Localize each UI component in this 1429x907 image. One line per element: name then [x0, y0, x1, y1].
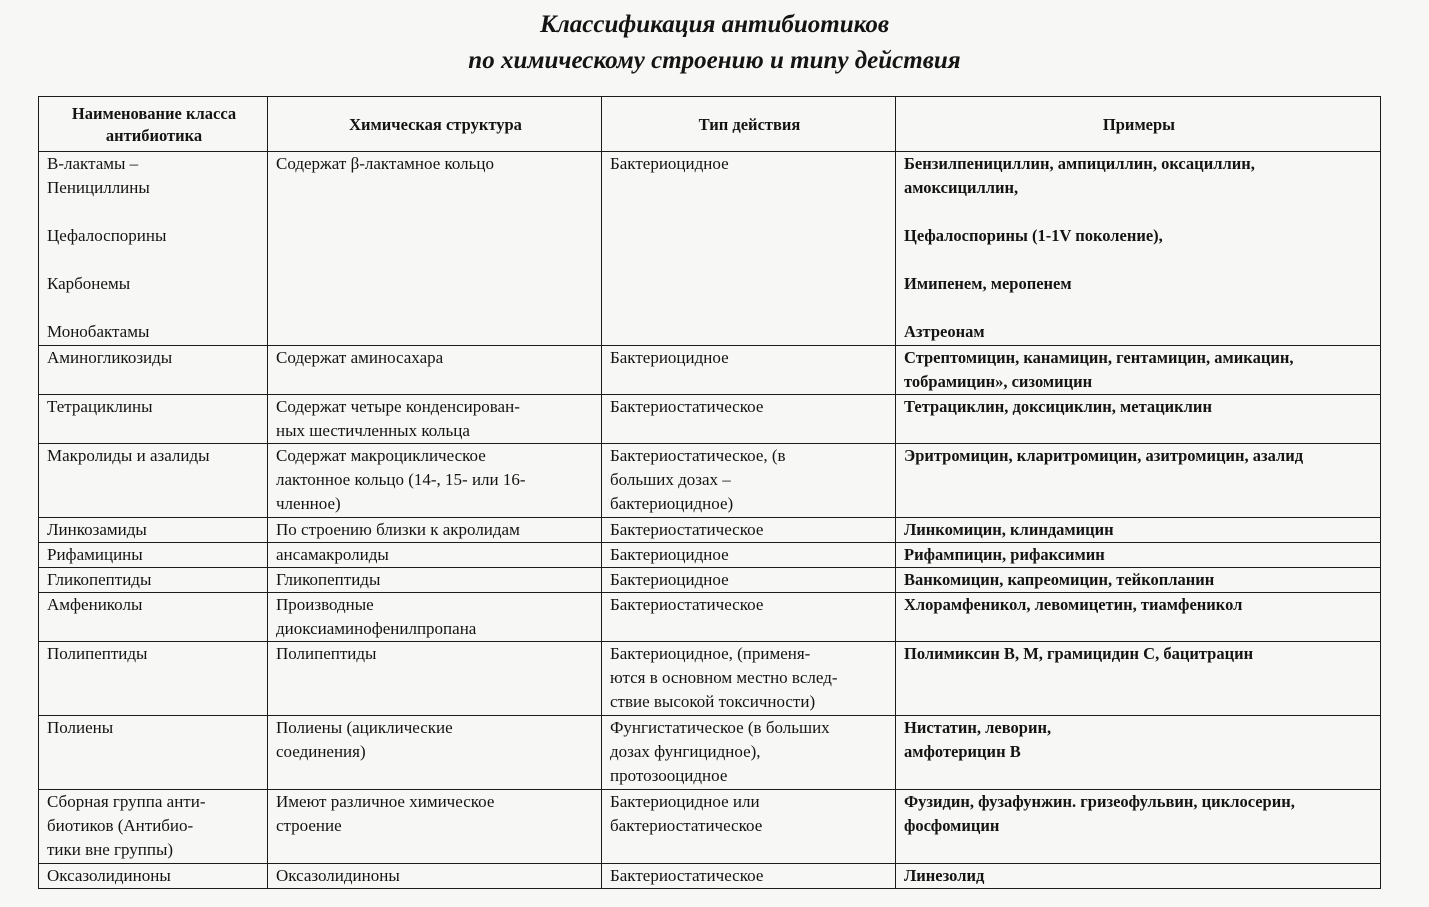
cell-structure: Гликопептиды — [268, 568, 602, 593]
table-row — [39, 864, 1381, 889]
table-row — [39, 568, 1381, 593]
cell-class: Полиены — [39, 716, 268, 790]
cell-structure: Имеют различное химическое строение — [268, 790, 602, 864]
antibiotics-table — [38, 96, 1381, 889]
table-row — [39, 716, 1381, 790]
table-row — [39, 642, 1381, 716]
table-row — [39, 790, 1381, 864]
cell-examples: Хлорамфеникол, левомицетин, тиамфеникол — [896, 593, 1381, 642]
cell-structure: Содержат аминосахара — [268, 346, 602, 395]
cell-action: Бактериостатическое — [602, 395, 896, 444]
header-action-type: Тип действия — [602, 97, 896, 152]
title-line-2: по химическому строению и типу действия — [468, 47, 961, 74]
cell-class: Гликопептиды — [39, 568, 268, 593]
cell-action: Бактериостатическое — [602, 593, 896, 642]
cell-examples: Линкомицин, клиндамицин — [896, 518, 1381, 543]
cell-class: Линкозамиды — [39, 518, 268, 543]
cell-action: Бактериоцидное — [602, 543, 896, 568]
header-class-name: Наименование класса антибиотика — [39, 97, 268, 152]
cell-action: Бактериостатическое — [602, 518, 896, 543]
table-row — [39, 593, 1381, 642]
cell-structure: Полиены (ациклические соединения) — [268, 716, 602, 790]
cell-structure: ансамакролиды — [268, 543, 602, 568]
cell-class: Аминогликозиды — [39, 346, 268, 395]
cell-class: В-лактамы – Пенициллины Цефалоспорины Карбонемы Монобактамы — [39, 152, 268, 346]
cell-examples: Полимиксин В, М, грамицидин С, бацитрацин — [896, 642, 1381, 716]
cell-examples: Рифампицин, рифаксимин — [896, 543, 1381, 568]
cell-examples: Стрептомицин, канамицин, гентамицин, амикацин, тобрамицин», сизомицин — [896, 346, 1381, 395]
cell-action: Бактериоцидное — [602, 346, 896, 395]
cell-action: Фунгистатическое (в больших дозах фунгицидное), протозооцидное — [602, 716, 896, 790]
table-row — [39, 395, 1381, 444]
cell-examples: Эритромицин, кларитромицин, азитромицин, азалид — [896, 444, 1381, 518]
cell-action: Бактериостатическое — [602, 864, 896, 889]
cell-action: Бактериоцидное — [602, 152, 896, 346]
cell-action: Бактериостатическое, (в больших дозах – бактериоцидное) — [602, 444, 896, 518]
table-row — [39, 152, 1381, 346]
cell-class: Сборная группа анти- биотиков (Антибио- тики вне группы) — [39, 790, 268, 864]
header-row — [39, 97, 1381, 152]
cell-class: Амфениколы — [39, 593, 268, 642]
table-row — [39, 346, 1381, 395]
cell-structure: Содержат β-лактамное кольцо — [268, 152, 602, 346]
cell-class: Оксазолидиноны — [39, 864, 268, 889]
cell-examples: Фузидин, фузафунжин. гризеофульвин, циклосерин, фосфомицин — [896, 790, 1381, 864]
cell-structure: Полипептиды — [268, 642, 602, 716]
cell-class: Тетрациклины — [39, 395, 268, 444]
cell-action: Бактериоцидное — [602, 568, 896, 593]
cell-action: Бактериоцидное, (применя- ются в основном местно вслед- ствие высокой токсичности) — [602, 642, 896, 716]
table-row — [39, 444, 1381, 518]
header-examples: Примеры — [896, 97, 1381, 152]
header-chemical-structure: Химическая структура — [268, 97, 602, 152]
cell-examples: Бензилпенициллин, ампициллин, оксациллин, амоксициллин, Цефалоспорины (1-1V поколение), Имипенем, меропенем Азтреонам — [896, 152, 1381, 346]
cell-structure: Содержат макроциклическое лактонное кольцо (14-, 15- или 16- членное) — [268, 444, 602, 518]
title-line-1: Классификация антибиотиков — [539, 11, 889, 38]
cell-class: Рифамицины — [39, 543, 268, 568]
cell-examples: Тетрациклин, доксициклин, метациклин — [896, 395, 1381, 444]
cell-examples: Линезолид — [896, 864, 1381, 889]
cell-structure: Содержат четыре конденсирован- ных шестичленных кольца — [268, 395, 602, 444]
table-row — [39, 543, 1381, 568]
cell-class: Макролиды и азалиды — [39, 444, 268, 518]
cell-structure: По строению близки к акролидам — [268, 518, 602, 543]
table-row — [39, 518, 1381, 543]
cell-action: Бактериоцидное или бактериостатическое — [602, 790, 896, 864]
cell-examples: Нистатин, леворин, амфотерицин В — [896, 716, 1381, 790]
cell-examples: Ванкомицин, капреомицин, тейкопланин — [896, 568, 1381, 593]
cell-structure: Производные диоксиаминофенилпропана — [268, 593, 602, 642]
cell-structure: Оксазолидиноны — [268, 864, 602, 889]
cell-class: Полипептиды — [39, 642, 268, 716]
